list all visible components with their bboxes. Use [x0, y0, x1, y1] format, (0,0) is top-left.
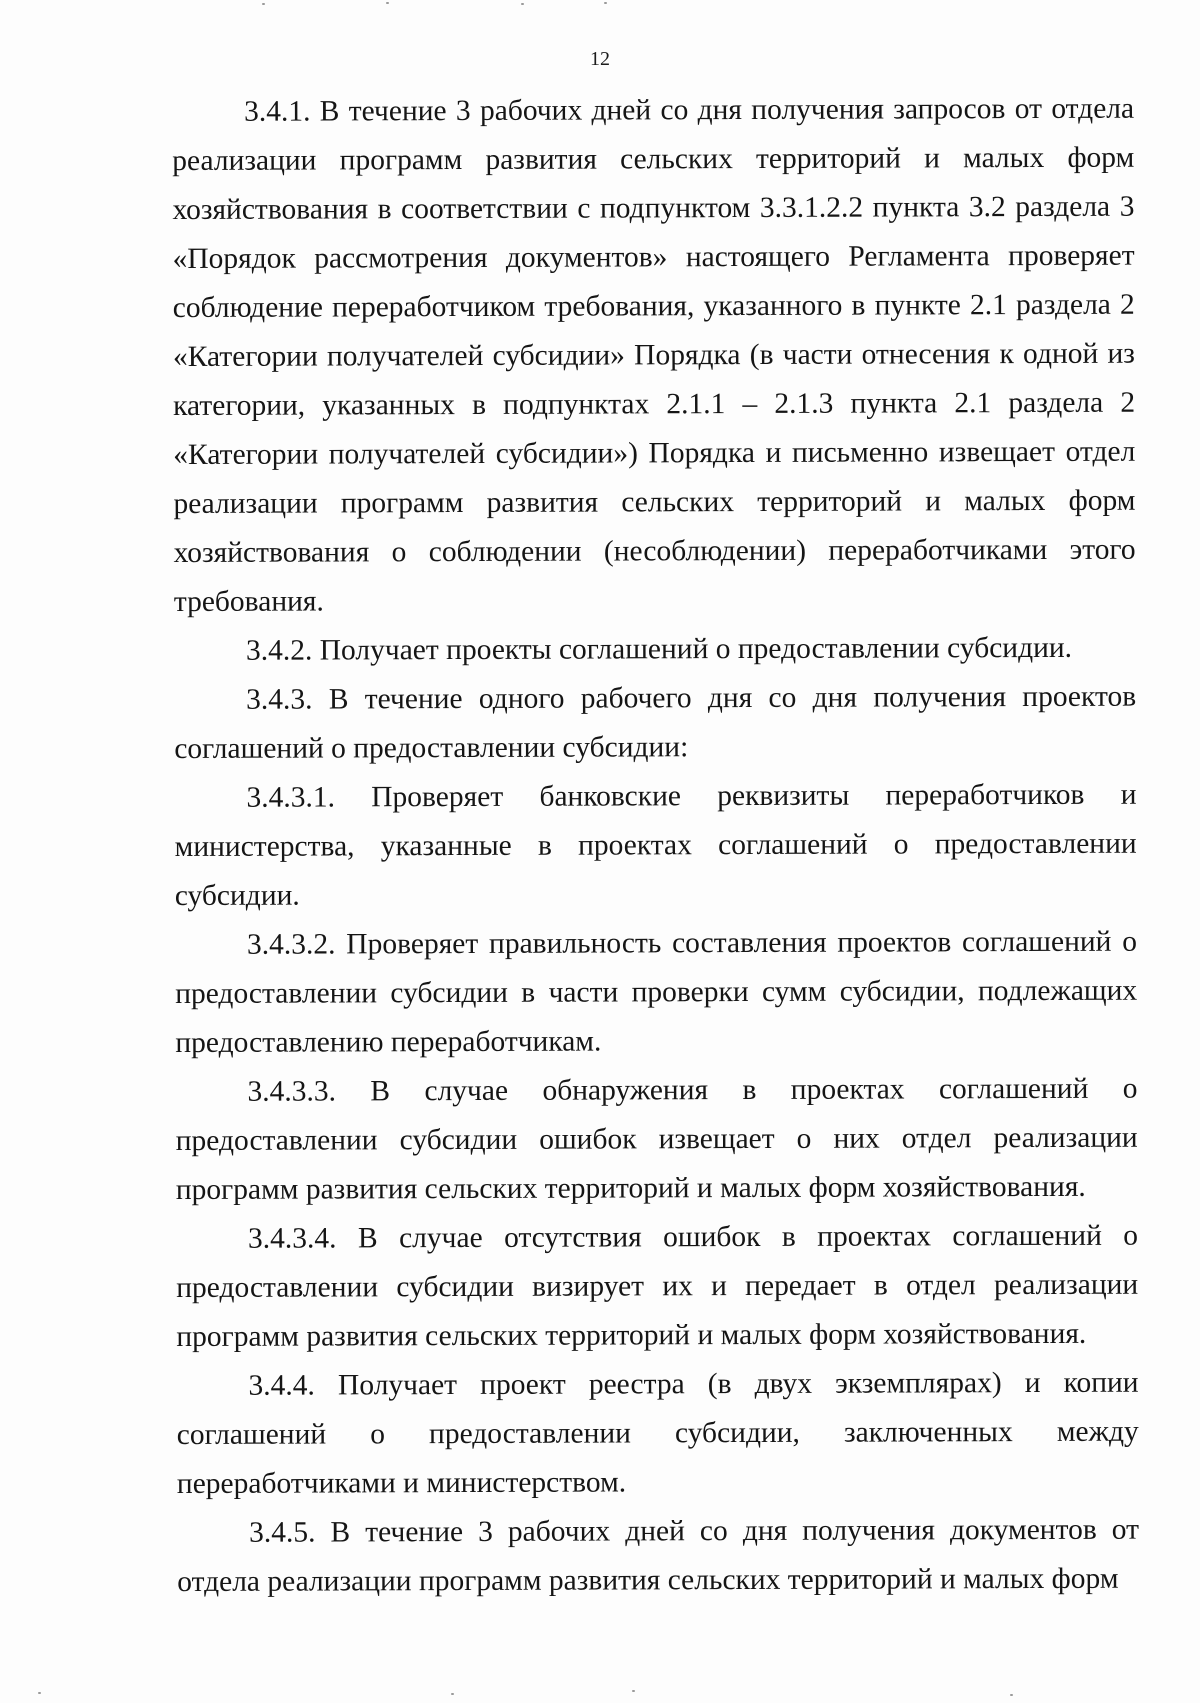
paragraph-3-4-2: 3.4.2. Получает проекты соглашений о предоставлении субсидии.	[245, 631, 1073, 667]
scan-artifact	[632, 1690, 635, 1692]
paragraph-3-4-3-2: 3.4.3.2. Проверяет правильность составления проектов соглашений о предоставлении субсидии в части проверки сумм субсидии, подлежащих предоставлению переработчикам.	[175, 925, 1138, 1059]
scan-artifact	[386, 2, 389, 4]
paragraph-3-4-4: 3.4.4. Получает проект реестра (в двух экземплярах) и копии соглашений о предоставлении субсидии, заключенных между переработчиками и министерством.	[176, 1366, 1139, 1500]
paragraph-3-4-5: 3.4.5. В течение 3 рабочих дней со дня получения документов от отдела реализации программ развития сельских территорий и малых форм	[177, 1513, 1140, 1598]
scan-artifact	[38, 1692, 41, 1694]
document-body	[172, 85, 1139, 1607]
paragraph-3-4-1: 3.4.1. В течение 3 рабочих дней со дня получения запросов от отдела реализации программ развития сельских территорий и малых форм хозяйствования в соответствии с подпунктом 3.3.1.2.2 пункта 3.2 раздела 3 «Порядок рассмотрения документов» настоящего Регламента проверяет соблюдение переработчиком требования, указанного в пункте 2.1 раздела 2 «Категории получателей субсидии» Порядка (в части отнесения к одной из категории, указанных в подпунктах 2.1.1 – 2.1.3 пункта 2.1 раздела 2 «Категории получателей субсидии») Порядка и письменно извещает отдел реализации программ развития сельских территорий и малых форм хозяйствования о соблюдении (несоблюдении) переработчиками этого требования.	[172, 92, 1136, 618]
scan-artifact	[1010, 1694, 1013, 1696]
paragraph-3-4-3-3: 3.4.3.3. В случае обнаружения в проектах соглашений о предоставлении субсидии ошибок извещает о них отдел реализации программ развития сельских территорий и малых форм хозяйствования.	[175, 1072, 1138, 1206]
paragraph-3-4-3-1: 3.4.3.1. Проверяет банковские реквизиты переработчиков и министерства, указанные в проектах соглашений о предоставлении субсидии.	[174, 778, 1137, 912]
paragraph-3-4-3: 3.4.3. В течение одного рабочего дня со дня получения проектов соглашений о предоставлении субсидии:	[174, 680, 1137, 765]
paragraph-3-4-3-4: 3.4.3.4. В случае отсутствия ошибок в проектах соглашений о предоставлении субсидии визирует их и передает в отдел реализации программ развития сельских территорий и малых форм хозяйствования.	[176, 1219, 1139, 1353]
scan-artifact	[604, 2, 607, 4]
scan-artifact	[521, 3, 524, 5]
page-number: 12	[590, 48, 610, 70]
scan-artifact	[451, 1693, 454, 1695]
scan-artifact	[262, 3, 265, 5]
